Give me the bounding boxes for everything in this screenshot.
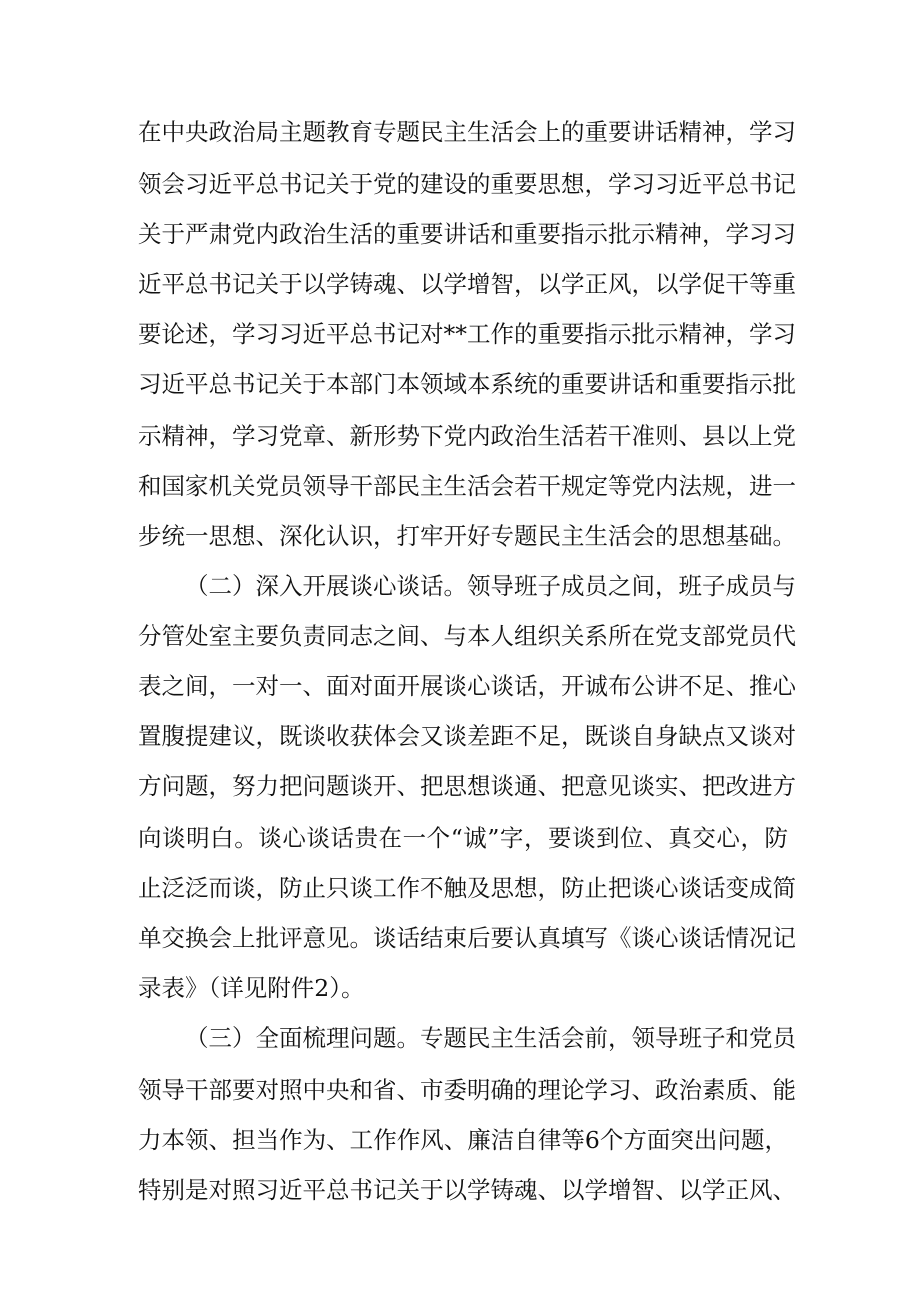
text-line: 近平总书记关于以学铸魂、以学增智，以学正风，以学促干等重 [138, 270, 796, 298]
text-line: 和国家机关党员领导干部民主生活会若干规定等党内法规，进一 [138, 472, 796, 500]
text-line: 力本领、担当作为、工作作风、廉洁自律等6个方面突出问题， [138, 1126, 788, 1154]
text-line: 示精神，学习党章、新形势下党内政治生活若干准则、县以上党 [138, 422, 796, 450]
paragraph-heading-line: （二）深入开展谈心谈话。领导班子成员之间，班子成员与 [185, 572, 796, 600]
text-line: 录表》（详见附件2）。 [138, 974, 365, 1002]
text-line: 分管处室主要负责同志之间、与本人组织关系所在党支部党员代 [138, 622, 796, 650]
text-line: 单交换会上批评意见。谈话结束后要认真填写《谈心谈话情况记 [138, 924, 796, 952]
text-line: 领导干部要对照中央和省、市委明确的理论学习、政治素质、能 [138, 1076, 796, 1104]
text-line: 领会习近平总书记关于党的建设的重要思想，学习习近平总书记 [138, 170, 796, 198]
text-line: 向谈明白。谈心谈话贵在一个“诚”字，要谈到位、真交心，防 [138, 824, 788, 852]
text-line: 关于严肃党内政治生活的重要讲话和重要指示批示精神，学习习 [138, 220, 796, 248]
paragraph-heading-line: （三）全面梳理问题。专题民主生活会前，领导班子和党员 [185, 1024, 796, 1052]
text-line: 止泛泛而谈，防止只谈工作不触及思想，防止把谈心谈话变成简 [138, 874, 796, 902]
text-line: 方问题，努力把问题谈开、把思想谈通、把意见谈实、把改进方 [138, 772, 796, 800]
text-line: 步统一思想、深化认识，打牢开好专题民主生活会的思想基础。 [138, 522, 796, 550]
text-line: 表之间，一对一、面对面开展谈心谈话，开诚布公讲不足、推心 [138, 672, 796, 700]
text-line: 置腹提建议，既谈收获体会又谈差距不足，既谈自身缺点又谈对 [138, 722, 796, 750]
text-line: 习近平总书记关于本部门本领域本系统的重要讲话和重要指示批 [138, 370, 796, 398]
text-line: 特别是对照习近平总书记关于以学铸魂、以学增智、以学正风、 [138, 1176, 796, 1204]
text-line: 在中央政治局主题教育专题民主生活会上的重要讲话精神，学习 [138, 118, 796, 146]
text-line: 要论述，学习习近平总书记对**工作的重要指示批示精神，学习 [138, 320, 796, 348]
